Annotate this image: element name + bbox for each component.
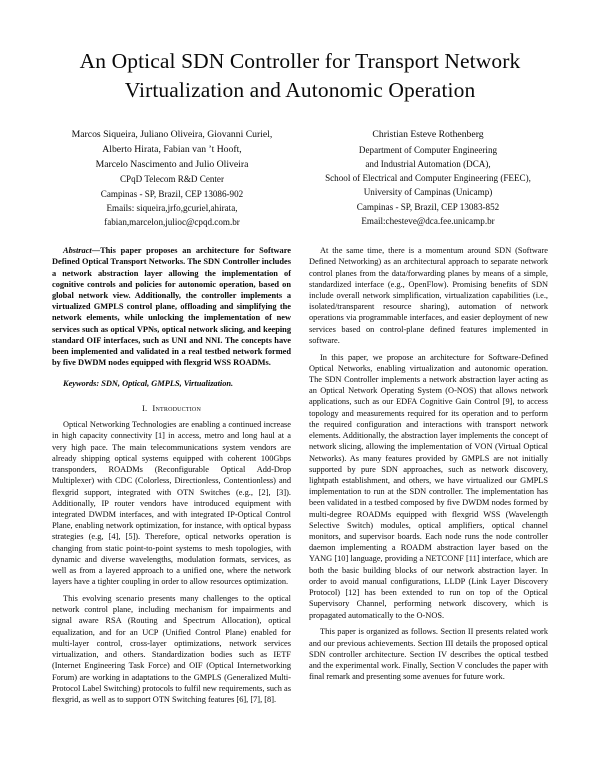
author-block-left — [44, 128, 300, 229]
body-paragraph: Optical Networking Technologies are enabling a continued increase in high capacity connectivity [1] in access, metro and long haul at a very high pace. The main telecommunications system vendors are already shipping optical systems equipped with coherent 100Gbps transponders, ROADMs (Reconfigurable Optical Add-Drop Multiplexer) with CDC (Colorless, Directionless, Contentionless) and flexgrid support, integrated with OTN Switches (e.g., [2], [3]). Additionally, IP router vendors have introduced equipment with integrated DWDM interfaces, and with integrated IP-Optical Control Plane, enabling network optimization, for instance, with optical bypass strategies (e.g, [4], [5]). Therefore, optical networks operation is changing from static point-to-point systems to mesh topologies, with dynamic and diverse wavelengths, modulation formats, services, as well as from a layered approach to a unified one, where the network layers have a tighter coupling in order to allow resources optimization. — [52, 420, 291, 587]
column-right — [309, 245, 548, 705]
author-affiliation-line: Campinas - SP, Brazil, CEP 13083-852 — [356, 201, 500, 212]
author-block-right — [300, 128, 556, 229]
body-paragraph: In this paper, we propose an architecture for Software-Defined Optical Networks, enabling virtualization and autonomic operation. The SDN Controller implements a network abstraction layer acting as an Optical Network Operating System (O-NOS) that allows network applications, such as our EDFA Cognitive Gain Control [9], to access topology and measurements required for its operation and to perform the required configuration and interactions with transport network elements. Additionally, the abstraction layer implements the concept of network slicing, allowing the implementation of VON (Virtual Optical Networks). As many features provided by GMPLS are not initially supported by pure SDN approaches, such as network discovery, lightpath establishment, and others, we have virtualized our GMPLS implementation to run at the SDN controller. The implementation has been validated in a testbed composed by five DWDM nodes formed by multi-degree ROADMs equipped with flexgrid WSS (Wavelength Selective Switch) modules, optical amplifiers, optical channel monitors, and supervisor boards. Each node runs the node controller daemon implementing a ROADM abstraction layer based on the YANG [10] language, providing a NETCONF [11] interface, which are both the basic building blocks of our network abstraction layer. In order to avoid manual configurations, LLDP (Link Layer Discovery Protocol) [12] has been extended to run on top of the Optical Supervisory Channel, performing network discovery, which is propagated automatically to the O-NOS. — [309, 352, 548, 620]
body-paragraph: This paper is organized as follows. Section II presents related work and our previous achievements. Section III details the proposed optical SDN controller architecture. Section IV describes the optical testbed and the experimental work. Finally, Section V concludes the paper with final remark and presenting some avenues for future work. — [309, 627, 548, 682]
title-block — [0, 0, 600, 104]
body-columns — [0, 229, 600, 705]
abstract-label: Abstract— — [63, 246, 101, 256]
title-line-1: An Optical SDN Controller for Transport Network — [79, 49, 521, 73]
author-affiliation-line: University of Campinas (Unicamp) — [363, 187, 493, 198]
page-title — [52, 47, 548, 104]
author-affiliation-line: Department of Computer Engineering — [358, 144, 498, 155]
author-email-line: fabian,marcelon,julioc@cpqd.com.br — [104, 216, 240, 227]
author-names-line: Marcos Siqueira, Juliano Oliveira, Giovanni Curiel, — [71, 129, 273, 141]
author-email-line: Email:chesteve@dca.fee.unicamp.br — [361, 215, 495, 226]
section-heading-introduction — [52, 403, 291, 415]
author-names-line: Marcelo Nascimento and Julio Oliveira — [95, 158, 249, 170]
section-title: Introduction — [152, 402, 201, 413]
column-left — [52, 245, 291, 705]
author-affiliation-line: and Industrial Automation (DCA), — [365, 159, 491, 170]
author-affiliation-line: Campinas - SP, Brazil, CEP 13086-902 — [100, 188, 244, 199]
abstract-paragraph — [52, 245, 291, 368]
author-names-line: Alberto Hirata, Fabian van ’t Hooft, — [102, 143, 242, 155]
section-numeral: I. — [141, 402, 148, 413]
author-list — [0, 104, 600, 229]
body-paragraph: This evolving scenario presents many challenges to the optical network control plane, including mechanism for impairments and signal aware RSA (Routing and Spectrum Allocation), optical equalization, and for an UCP (Unified Control Plane) enabled for multi-layer control, cross-layer optimizations, network services virtualization, and others. Standardization bodies such as IETF (Internet Engineering Task Force) and OIF (Optical Internetworking Forum) are working in adaptations to the GMPLS (Generalized Multi-Protocol Label Switching) protocols to fulfil new requirements, such as flexgrid, as well as to support OTN Switching features [6], [7], [8]. — [52, 594, 291, 704]
author-email-line: Emails: siqueira,jrfo,gcuriel,ahirata, — [106, 202, 238, 213]
body-paragraph: At the same time, there is a momentum around SDN (Software Defined Networking) as an architectural approach to separate network control planes from the data/forwarding planes by means of a simple, standardized interface (e.g., OpenFlow). Promising benefits of SDN include overall network simplification, virtualization capabilities (i.e., isolated/transparent resource sharing), automation of network operations via programmable interfaces, and easier deployment of new services based on control-plane defined features implemented in software. — [309, 246, 548, 345]
keywords-line: Keywords: SDN, Optical, GMPLS, Virtualization. — [63, 379, 234, 389]
abstract-text: This paper proposes an architecture for Software Defined Optical Transport Networks. The SDN Controller includes a network abstraction layer allowing the implementation of cognitive controls and policies for autonomic operation, based on global network view. Additionally, the controller implements a virtualized GMPLS control plane, offloading and simplifying the network elements, while unlocking the implementation of new services such as optical VPNs, optical network slicing, and keeping standard OIF interfaces, such as UNI and NNI. The concepts have been implemented and validated in a real testbed network formed by five DWDM nodes equipped with flexgrid WSS ROADMs. — [52, 246, 291, 368]
title-line-2: Virtualization and Autonomic Operation — [124, 77, 476, 102]
author-names-line: Christian Esteve Rothenberg — [372, 129, 484, 141]
author-affiliation-line: CPqD Telecom R&D Center — [119, 174, 224, 185]
author-names-right — [300, 128, 556, 143]
author-affiliation-line: School of Electrical and Computer Engineering (FEEC), — [325, 173, 531, 184]
author-names-left — [44, 128, 300, 172]
